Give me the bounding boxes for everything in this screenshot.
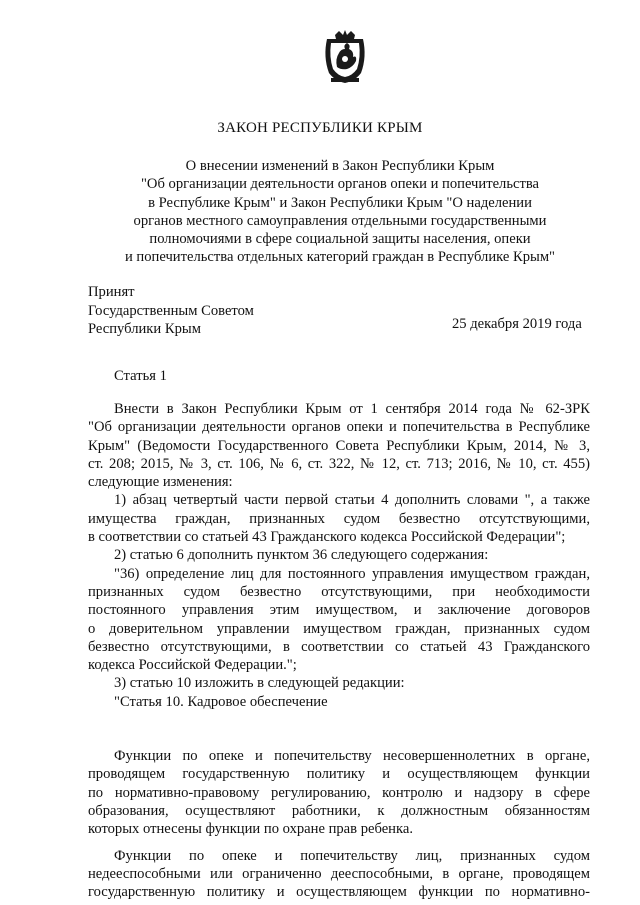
adoption-line: Принят — [88, 284, 135, 300]
body-line: кодекса Российской Федерации."; — [88, 657, 297, 674]
body-line: в соответствии со статьей 43 Гражданского кодекса Российской Федерации"; — [88, 529, 566, 546]
body-line: Функции по опеке и попечительству лиц, признанных судом — [114, 847, 590, 864]
subtitle-line: "Об организации деятельности органов опеки и попечительства — [140, 176, 540, 193]
body-line: признанных судом безвестно отсутствующими, при необходимости — [88, 583, 590, 600]
subtitle-line: органов местного самоуправления отдельными государственными — [133, 212, 547, 229]
body-line: 2) статью 6 дополнить пунктом 36 следующего содержания: — [114, 547, 489, 564]
body-line: Крым" (Ведомости Государственного Совета Республики Крым, 2014, № 3, — [88, 437, 590, 454]
crimea-coat-of-arms-icon — [321, 29, 369, 85]
adoption-line: Государственным Советом — [88, 302, 254, 319]
subtitle-line: и попечительства отдельных категорий граждан в Республике Крым" — [124, 249, 556, 266]
subtitle-line: в Республике Крым" и Закон Республики Крым "О наделении — [148, 194, 532, 211]
body-line: 3) статью 10 изложить в следующей редакции: — [114, 675, 405, 692]
body-line: имущества граждан, признанных судом безвестно отсутствующими, — [88, 510, 590, 527]
body-line: образования, осуществляют работники, к должностным обязанностям — [88, 802, 590, 819]
body-line: государственную политику и осуществляющем функции по нормативно- — [88, 884, 590, 901]
body-line: недееспособными или ограниченно дееспособными, в органе, проводящем — [88, 865, 590, 882]
spacer — [88, 839, 590, 847]
body-line: 1) абзац четвертый части первой статьи 4 дополнить словами ", а также — [114, 492, 590, 509]
body-line: "36) определение лиц для постоянного управления имуществом граждан, — [114, 565, 590, 582]
body-line: которых отнесены функции по охране прав ребенка. — [88, 821, 413, 838]
body-line: ст. 208; 2015, № 3, ст. 106, № 6, ст. 322, № 12, ст. 713; 2016, № 10, ст. 455) — [88, 455, 590, 472]
body-line: "Статья 10. Кадровое обеспечение — [114, 693, 328, 710]
body-line: Внести в Закон Республики Крым от 1 сентября 2014 года № 62-ЗРК — [114, 401, 590, 417]
body-line: "Об организации деятельности органов опеки и попечительства в Республике — [88, 419, 590, 436]
adoption-line: Республики Крым — [88, 321, 201, 338]
body-line: следующие изменения: — [88, 474, 233, 491]
adoption-date: 25 декабря 2019 года — [452, 316, 582, 332]
body-line: по нормативно-правовому регулированию, контролю и надзору в сфере — [88, 784, 590, 801]
body-line: безвестно отсутствующими, в соответствии со статьей 43 Гражданского — [88, 638, 590, 655]
body-line: проводящем государственную политику и осуществляющем функции — [88, 766, 590, 783]
subtitle-line: полномочиями в сфере социальной защиты населения, опеки — [149, 231, 531, 248]
law-subtitle — [70, 157, 610, 267]
body-line: постоянного управления этим имуществом, и заключение договоров — [88, 602, 590, 619]
spacer — [88, 711, 590, 747]
body-line: о доверительном управлении имуществом граждан, признанных судом — [88, 620, 590, 637]
article-heading: Статья 1 — [114, 368, 167, 384]
adoption-block — [88, 283, 254, 339]
body-line: Функции по опеке и попечительству несовершеннолетних в органе, — [114, 748, 590, 765]
subtitle-line: О внесении изменений в Закон Республики Крым — [185, 158, 495, 174]
article-body — [88, 400, 590, 901]
law-title: ЗАКОН РЕСПУБЛИКИ КРЫМ — [217, 120, 423, 136]
